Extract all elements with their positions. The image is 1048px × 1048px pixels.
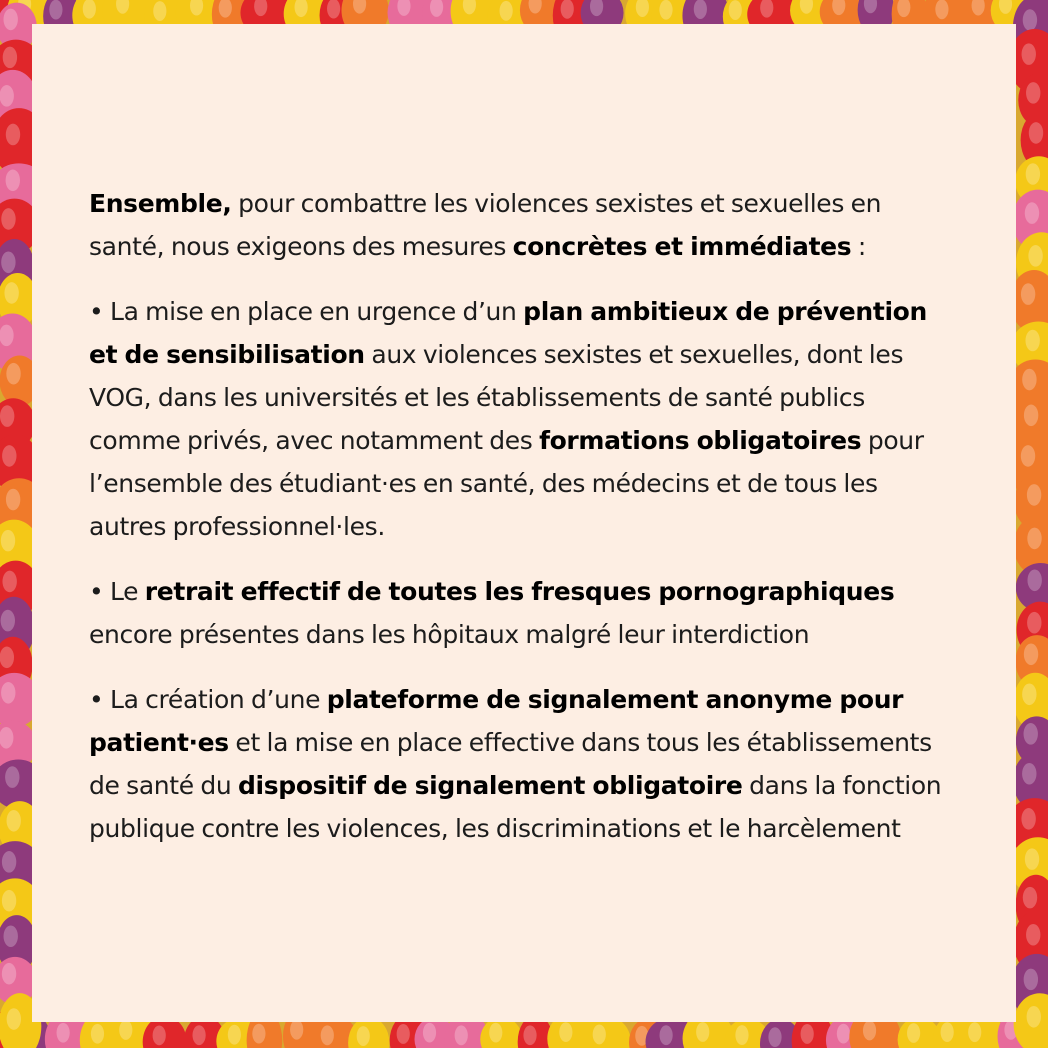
tulip-highlight bbox=[1026, 163, 1040, 185]
tulip-highlight bbox=[863, 1021, 876, 1041]
tulip-highlight bbox=[192, 1025, 205, 1045]
emphasis-text: dispositif de signalement obligatoire bbox=[237, 771, 743, 800]
tulip-highlight bbox=[57, 1023, 70, 1043]
tulip-highlight bbox=[6, 489, 20, 511]
tulip-highlight bbox=[1021, 283, 1035, 305]
tulip-highlight bbox=[801, 1024, 814, 1044]
body-text: pour l’ensemble des étudiant·es en santé, des médecins et de tous les autres professionnel·les. bbox=[89, 426, 924, 541]
emphasis-text: retrait effectif de toutes les fresques pornographiques bbox=[144, 577, 895, 606]
tulip-highlight bbox=[153, 1, 166, 21]
tulip-highlight bbox=[2, 890, 16, 912]
tulip-highlight bbox=[1026, 924, 1040, 946]
tulip-highlight bbox=[523, 1025, 536, 1045]
tulip-highlight bbox=[0, 405, 14, 427]
tulip-highlight bbox=[49, 0, 62, 20]
tulip-highlight bbox=[1027, 484, 1041, 506]
tulip-highlight bbox=[252, 1024, 265, 1044]
tulip-highlight bbox=[2, 963, 16, 985]
body-text: aux violences sexistes et sexuelles, dont les VOG, dans les universités et les établissements de santé publics comme privés, avec notamment des bbox=[89, 340, 904, 455]
tulip-highlight bbox=[1024, 969, 1038, 991]
tulip-highlight bbox=[907, 1023, 920, 1043]
tulip-highlight bbox=[321, 1025, 334, 1045]
body-text: • Le bbox=[89, 577, 145, 606]
tulip-highlight bbox=[1, 530, 15, 552]
body-text: pour combattre les violences sexistes et sexuelles en santé, nous exigeons des mesures bbox=[89, 189, 882, 261]
tulip-highlight bbox=[696, 1022, 709, 1042]
tulip-highlight bbox=[593, 1025, 606, 1045]
tulip-highlight bbox=[1022, 763, 1036, 785]
tulip-highlight bbox=[694, 0, 707, 19]
tulip-highlight bbox=[1022, 43, 1036, 65]
tulip-highlight bbox=[1021, 445, 1035, 467]
emphasis-text: plateforme de signalement anonyme pour patient·es bbox=[89, 685, 904, 757]
tulip-highlight bbox=[0, 85, 14, 107]
emphasis-text: plan ambitieux de prévention et de sensibilisation bbox=[89, 297, 927, 369]
tulip-highlight bbox=[500, 1, 513, 21]
tulip-highlight bbox=[6, 124, 20, 146]
emphasis-text: concrètes et immédiates bbox=[512, 232, 852, 261]
tulip-highlight bbox=[4, 925, 18, 947]
body-text: dans la fonction publique contre les violences, les discriminations et le harcèlement bbox=[89, 771, 942, 843]
tulip-highlight bbox=[1027, 1006, 1041, 1028]
tulip-highlight bbox=[2, 851, 16, 873]
tulip-highlight bbox=[1024, 643, 1038, 665]
tulip-highlight bbox=[357, 1026, 370, 1046]
body-text: • La mise en place en urgence d’un bbox=[89, 297, 524, 326]
tulip-highlight bbox=[3, 47, 17, 69]
tulip-highlight bbox=[3, 9, 17, 31]
tulip-highlight bbox=[1, 682, 15, 704]
tulip-highlight bbox=[6, 363, 20, 385]
tulip-highlight bbox=[290, 1020, 303, 1040]
tulip-highlight bbox=[91, 1024, 104, 1044]
tulip-highlight bbox=[1027, 612, 1041, 634]
tulip-highlight bbox=[6, 170, 20, 192]
text-card bbox=[32, 24, 1016, 1022]
tulip-highlight bbox=[423, 1023, 436, 1043]
tulip-highlight bbox=[1024, 404, 1038, 426]
tulip-highlight bbox=[1021, 808, 1035, 830]
tulip-highlight bbox=[935, 0, 948, 19]
tulip-highlight bbox=[2, 571, 16, 593]
body-text: et la mise en place effective dans tous les établissements de santé du bbox=[89, 728, 932, 800]
tulip-highlight bbox=[7, 810, 21, 832]
tulip-highlight bbox=[837, 1024, 850, 1044]
tulip-highlight bbox=[1026, 82, 1040, 104]
body-text: • La création d’une bbox=[89, 685, 327, 714]
tulip-highlight bbox=[768, 1027, 781, 1047]
tulip-highlight bbox=[0, 647, 14, 669]
tulip-highlight bbox=[2, 445, 16, 467]
tulip-highlight bbox=[1, 251, 15, 273]
intro-paragraph bbox=[89, 182, 956, 268]
tulip-highlight bbox=[1029, 122, 1043, 144]
bullet-reporting-platform bbox=[89, 678, 956, 850]
body-text: encore présentes dans les hôpitaux malgré leur interdiction bbox=[89, 620, 810, 649]
tulip-highlight bbox=[1024, 723, 1038, 745]
tulip-highlight bbox=[1027, 528, 1041, 550]
tulip-highlight bbox=[1, 610, 15, 632]
tulip-highlight bbox=[559, 1022, 572, 1042]
tulip-highlight bbox=[153, 1026, 166, 1046]
emphasis-text: formations obligatoires bbox=[539, 426, 862, 455]
bullet-prevention-plan bbox=[89, 290, 956, 548]
tulip-highlight bbox=[228, 1025, 241, 1045]
tulip-highlight bbox=[1028, 245, 1042, 267]
tulip-highlight bbox=[489, 1023, 502, 1043]
tulip-highlight bbox=[1, 208, 15, 230]
tulip-highlight bbox=[1023, 9, 1037, 31]
body-text: : bbox=[851, 232, 866, 261]
tulip-highlight bbox=[397, 1024, 410, 1044]
tulip-highlight bbox=[659, 0, 672, 20]
tulip-highlight bbox=[1023, 887, 1037, 909]
tulip-highlight bbox=[1027, 569, 1041, 591]
bullet-fresco-removal bbox=[89, 570, 956, 656]
emphasis-text: Ensemble, bbox=[89, 189, 232, 218]
tulip-highlight bbox=[455, 1025, 468, 1045]
tulip-highlight bbox=[660, 1025, 673, 1045]
tulip-highlight bbox=[1025, 330, 1039, 352]
tulip-highlight bbox=[5, 766, 19, 788]
tulip-highlight bbox=[7, 1008, 21, 1030]
tulip-highlight bbox=[1025, 202, 1039, 224]
tulip-highlight bbox=[735, 1025, 748, 1045]
tulip-highlight bbox=[119, 1020, 132, 1040]
tulip-highlight bbox=[1022, 369, 1036, 391]
tulip-highlight bbox=[729, 0, 742, 20]
tulip-highlight bbox=[4, 282, 18, 304]
tulip-highlight bbox=[1025, 848, 1039, 870]
tulip-highlight bbox=[968, 1022, 981, 1042]
tulip-highlight bbox=[941, 1022, 954, 1042]
tulip-highlight bbox=[1022, 683, 1036, 705]
